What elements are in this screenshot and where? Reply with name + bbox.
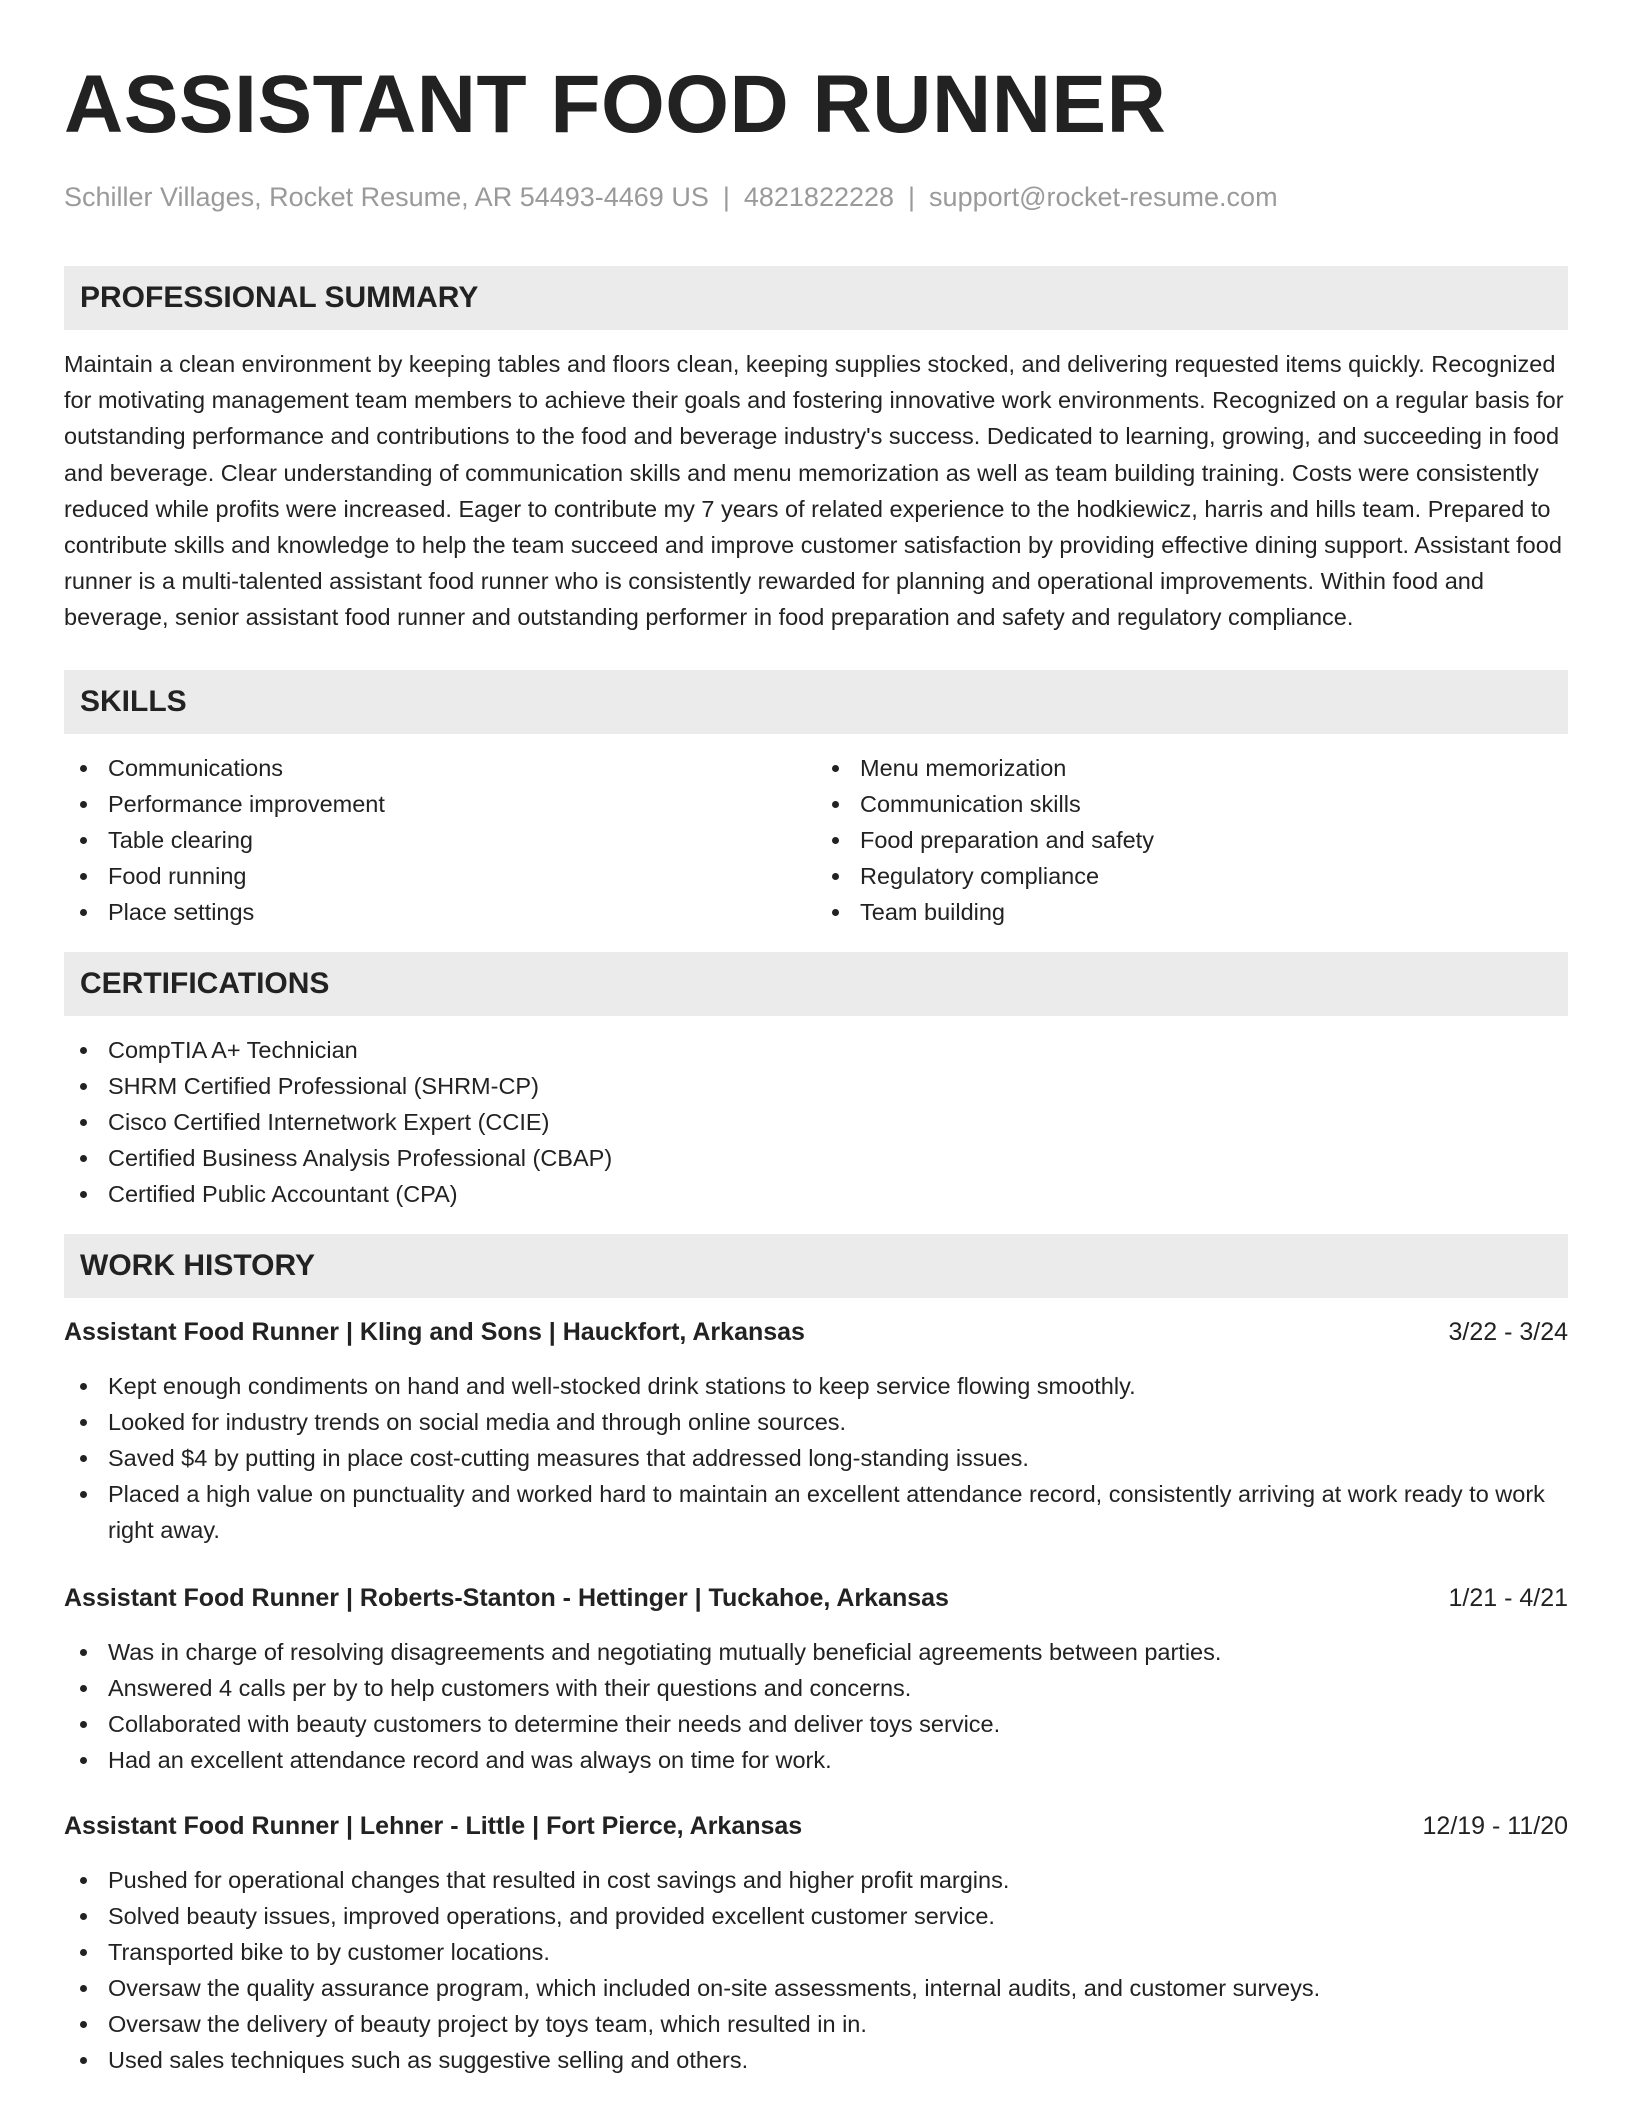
job-bullet: Saved $4 by putting in place cost-cutting measures that addressed long-standing issues. <box>64 1440 1568 1476</box>
job-bullet: Had an excellent attendance record and was always on time for work. <box>64 1742 1568 1778</box>
job-bullet: Kept enough condiments on hand and well-stocked drink stations to keep service flowing smoothly. <box>64 1368 1568 1404</box>
job-bullet: Transported bike to by customer locations. <box>64 1934 1568 1970</box>
job-bullet: Looked for industry trends on social media and through online sources. <box>64 1404 1568 1440</box>
skill-item: Performance improvement <box>64 786 816 822</box>
certification-item: CompTIA A+ Technician <box>64 1032 1568 1068</box>
section-heading-certifications: CERTIFICATIONS <box>64 952 1568 1016</box>
job-bullet: Collaborated with beauty customers to determine their needs and deliver toys service. <box>64 1706 1568 1742</box>
contact-email: support@rocket-resume.com <box>929 182 1278 212</box>
job-title: Assistant Food Runner | Roberts-Stanton - Hettinger | Tuckahoe, Arkansas <box>64 1583 949 1612</box>
job-header <box>64 1808 1568 1844</box>
certification-item: Certified Public Accountant (CPA) <box>64 1176 1568 1212</box>
skill-item: Food preparation and safety <box>816 822 1568 858</box>
contact-line <box>64 180 1568 214</box>
skill-item: Food running <box>64 858 816 894</box>
job-bullet: Answered 4 calls per by to help customers with their questions and concerns. <box>64 1670 1568 1706</box>
contact-phone: 4821822228 <box>743 182 895 212</box>
job-title: Assistant Food Runner | Lehner - Little | Fort Pierce, Arkansas <box>64 1811 803 1840</box>
job-dates: 3/22 - 3/24 <box>1448 1317 1568 1346</box>
candidate-name: ASSISTANT FOOD RUNNER <box>64 59 1167 150</box>
job-dates: 1/21 - 4/21 <box>1448 1583 1568 1612</box>
job-bullet-list <box>64 1634 1568 1778</box>
job-bullet: Pushed for operational changes that resulted in cost savings and higher profit margins. <box>64 1862 1568 1898</box>
skill-item: Place settings <box>64 894 816 930</box>
certification-item: Certified Business Analysis Professional (CBAP) <box>64 1140 1568 1176</box>
job-bullet-list <box>64 1368 1568 1548</box>
certification-item: Cisco Certified Internetwork Expert (CCIE) <box>64 1104 1568 1140</box>
certification-item: SHRM Certified Professional (SHRM-CP) <box>64 1068 1568 1104</box>
job-header <box>64 1314 1568 1350</box>
summary-paragraph: Maintain a clean environment by keeping tables and floors clean, keeping supplies stocked, and delivering requested items quickly. Recognized for motivating management team members to achieve their goals and fostering innovative work environments. Recognized on a regular basis for outstanding performance and contributions to the food and beverage industry's success. Dedicated to learning, growing, and succeeding in food and beverage. Clear understanding of communication skills and menu memorization as well as team building training. Costs were consistently reduced while profits were increased. Eager to contribute my 7 years of related experience to the hodkiewicz, harris and hills team. Prepared to contribute skills and knowledge to help the team succeed and improve customer satisfaction by providing effective dining support. Assistant food runner is a multi-talented assistant food runner who is consistently rewarded for planning and operational improvements. Within food and beverage, senior assistant food runner and outstanding performer in food preparation and safety and regulatory compliance. <box>64 351 1564 631</box>
skill-item: Table clearing <box>64 822 816 858</box>
job-bullet: Used sales techniques such as suggestive selling and others. <box>64 2042 1568 2078</box>
job-bullet-list <box>64 1862 1568 2078</box>
skill-item: Menu memorization <box>816 750 1568 786</box>
contact-separator: | <box>722 182 730 212</box>
job-bullet: Placed a high value on punctuality and worked hard to maintain an excellent attendance record, consistently arriving at work ready to work right away. <box>64 1476 1568 1548</box>
contact-separator: | <box>908 182 916 212</box>
section-heading-work-history: WORK HISTORY <box>64 1234 1568 1298</box>
skill-item: Communication skills <box>816 786 1568 822</box>
section-heading-summary: PROFESSIONAL SUMMARY <box>64 266 1568 330</box>
skills-columns <box>64 750 1568 930</box>
job-entry <box>64 1580 1568 1778</box>
skills-list-right <box>816 750 1568 930</box>
job-bullet: Oversaw the delivery of beauty project by toys team, which resulted in in. <box>64 2006 1568 2042</box>
job-bullet: Solved beauty issues, improved operations, and provided excellent customer service. <box>64 1898 1568 1934</box>
skill-item: Communications <box>64 750 816 786</box>
contact-address: Schiller Villages, Rocket Resume, AR 54493-4469 US <box>64 182 709 212</box>
job-bullet: Was in charge of resolving disagreements and negotiating mutually beneficial agreements between parties. <box>64 1634 1568 1670</box>
job-title: Assistant Food Runner | Kling and Sons | Hauckfort, Arkansas <box>64 1317 805 1346</box>
job-entry <box>64 1808 1568 2078</box>
job-header <box>64 1580 1568 1616</box>
job-dates: 12/19 - 11/20 <box>1422 1811 1568 1840</box>
section-heading-skills: SKILLS <box>64 670 1568 734</box>
skill-item: Regulatory compliance <box>816 858 1568 894</box>
job-entry <box>64 1314 1568 1548</box>
skills-list-left <box>64 750 816 930</box>
job-bullet: Oversaw the quality assurance program, which included on-site assessments, internal audits, and customer surveys. <box>64 1970 1568 2006</box>
certifications-list <box>64 1032 1568 1212</box>
skill-item: Team building <box>816 894 1568 930</box>
